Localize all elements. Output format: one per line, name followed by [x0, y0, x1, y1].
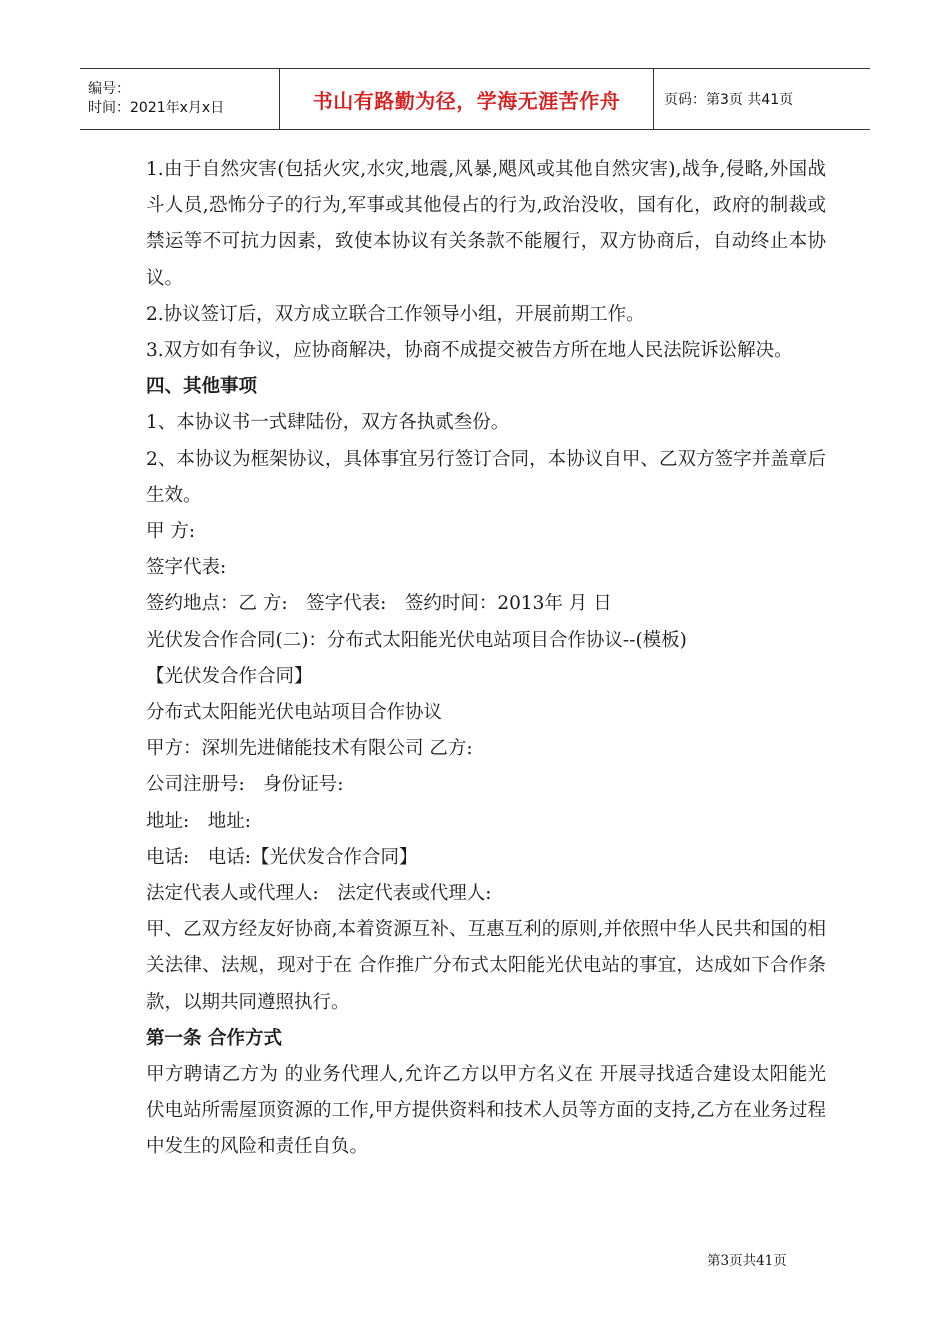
- section-heading: 四、其他事项: [146, 376, 258, 398]
- paragraph: 2.协议签订后，双方成立联合工作领导小组，开展前期工作。: [146, 303, 645, 325]
- document-number-label: 编号：: [88, 81, 130, 97]
- paragraph: 3.双方如有争议，应协商解决，协商不成提交被告方所在地人民法院诉讼解决。: [146, 340, 793, 362]
- header-page-number: 页码：第3页 共41页: [664, 92, 794, 108]
- document-title: 分布式太阳能光伏电站项目合作协议: [146, 702, 443, 724]
- paragraph: 甲、乙双方经友好协商,本着资源互补、互惠互利的原则,并依照中华人民共和国的相关法律、法规，现对于在 合作推广分布式太阳能光伏电站的事宜，达成如下合作条款，以期共同遵照执行。: [146, 919, 826, 1013]
- header-motto: 书山有路勤为径，学海无涯苦作舟: [280, 69, 654, 129]
- document-date-label: 时间：2021年x月x日: [88, 100, 225, 116]
- page-header: [80, 68, 870, 130]
- paragraph: 【光伏发合作合同】: [146, 665, 313, 687]
- signature-line: 签字代表:: [146, 557, 227, 579]
- party-line: 电话: 电话:【光伏发合作合同】: [146, 846, 418, 868]
- paragraph: 甲方聘请乙方为 的业务代理人,允许乙方以甲方名义在 开展寻找适合建设太阳能光伏电站所需屋顶资源的工作,甲方提供资料和技术人员等方面的支持,乙方在业务过程中发生的风险和责任自负。: [146, 1064, 826, 1158]
- page-footer-number: 第3页共41页: [707, 1253, 787, 1269]
- party-line: 甲方：深圳先进储能技术有限公司 乙方:: [146, 738, 473, 760]
- paragraph: 光伏发合作合同(二)：分布式太阳能光伏电站项目合作协议--(模板): [146, 629, 687, 651]
- signature-line: 签约地点：乙 方: 签字代表: 签约时间：2013年 月 日: [146, 593, 612, 615]
- signature-line: 甲 方:: [146, 521, 196, 543]
- party-line: 地址: 地址:: [146, 810, 251, 832]
- document-body: [146, 152, 826, 1166]
- party-line: 公司注册号: 身份证号:: [146, 774, 344, 796]
- paragraph: 1.由于自然灾害(包括火灾,水灾,地震,风暴,飓风或其他自然灾害),战争,侵略,外国战斗人员,恐怖分子的行为,军事或其他侵占的行为,政治没收，国有化，政府的制裁或禁运等不可抗力因素，致使本协议有关条款不能履行，双方协商后，自动终止本协议。: [146, 159, 826, 289]
- paragraph: 1、本协议书一式肆陆份，双方各执贰叁份。: [146, 412, 510, 434]
- header-meta: [80, 69, 280, 129]
- paragraph: 2、本协议为框架协议，具体事宜另行签订合同，本协议自甲、乙双方签字并盖章后生效。: [146, 448, 826, 506]
- party-line: 法定代表人或代理人: 法定代表或代理人:: [146, 883, 492, 905]
- section-heading: 第一条 合作方式: [146, 1027, 282, 1049]
